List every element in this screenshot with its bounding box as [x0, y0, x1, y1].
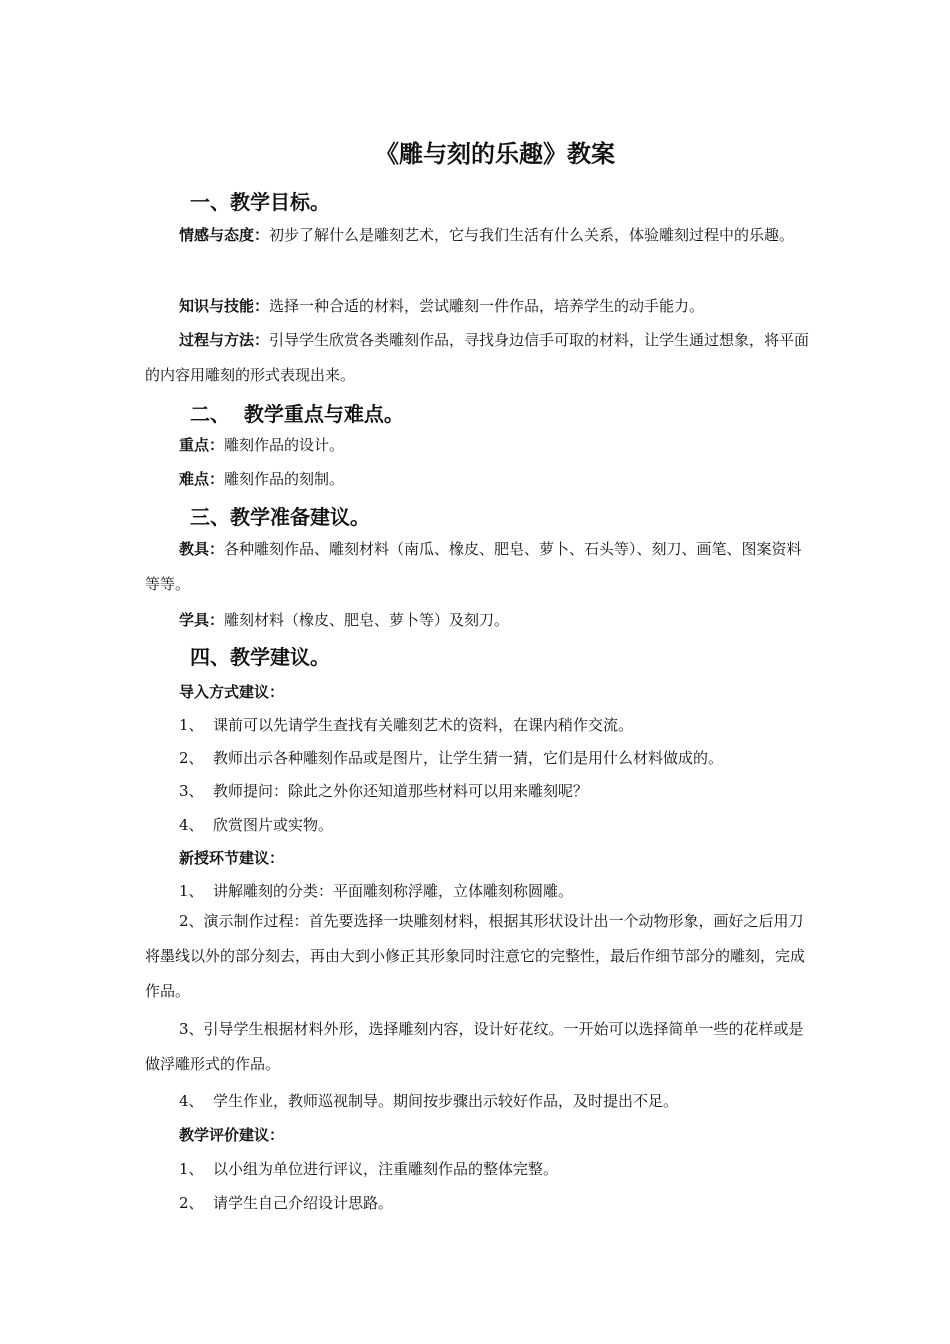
new-lesson-item-num: 1、	[179, 882, 204, 900]
evaluation-item-text: 以小组为单位进行评议，注重雕刻作品的整体完整。	[213, 1160, 559, 1178]
new-lesson-item	[179, 880, 573, 901]
intro-item-text: 教师出示各种雕刻作品或是图片，让学生猜一猜，它们是用什么材料做成的。	[213, 749, 724, 767]
student-tools-text: 雕刻材料（橡皮、肥皂、萝卜等）及刻刀。	[224, 611, 510, 629]
emotion-text: 初步了解什么是雕刻艺术，它与我们生活有什么关系，体验雕刻过程中的乐趣。	[269, 226, 795, 244]
knowledge-paragraph	[145, 289, 810, 324]
emotion-label: 情感与态度：	[179, 226, 270, 244]
intro-item-text: 课前可以先请学生查找有关雕刻艺术的资料，在课内稍作交流。	[213, 716, 634, 734]
process-text: 引导学生欣赏各类雕刻作品，寻找身边信手可取的材料，让学生通过想象，将平面的内容用雕刻的形式表现出来。	[145, 331, 810, 384]
process-paragraph	[145, 323, 810, 393]
student-tools-paragraph	[145, 603, 810, 638]
evaluation-item	[179, 1192, 393, 1213]
intro-title: 导入方式建议：	[179, 683, 285, 701]
intro-item-text: 欣赏图片或实物。	[213, 816, 334, 834]
new-lesson-item-num: 4、	[179, 1092, 204, 1110]
new-lesson-item-3-text: 3、引导学生根据材料外形，选择雕刻内容，设计好花纹。一开始可以选择简单一些的花样或是做浮雕形式的作品。	[145, 1020, 804, 1073]
hard-point-text: 雕刻作品的刻制。	[224, 470, 345, 488]
evaluation-title: 教学评价建议：	[179, 1126, 285, 1144]
evaluation-item-text: 请学生自己介绍设计思路。	[213, 1194, 394, 1212]
key-point-label: 重点：	[179, 436, 225, 454]
intro-item	[179, 714, 633, 735]
new-lesson-item-3	[145, 1012, 810, 1082]
teacher-tools-text: 各种雕刻作品、雕刻材料（南瓜、橡皮、肥皂、萝卜、石头等）、刻刀、画笔、图案资料等等。	[145, 540, 802, 593]
new-lesson-item-2	[145, 904, 810, 1009]
evaluation-item-num: 2、	[179, 1194, 204, 1212]
intro-item-num: 2、	[179, 749, 204, 767]
teacher-tools-paragraph	[145, 532, 810, 602]
section-2-heading: 二、 教学重点与难点。	[190, 402, 404, 426]
teacher-tools-label: 教具：	[179, 540, 225, 558]
new-lesson-item-text: 讲解雕刻的分类：平面雕刻称浮雕，立体雕刻称圆雕。	[213, 882, 574, 900]
document-title: 《雕与刻的乐趣》教案	[375, 140, 615, 168]
key-point-paragraph	[145, 428, 810, 463]
intro-item-text: 教师提问：除此之外你还知道那些材料可以用来雕刻呢？	[213, 782, 589, 800]
section-3-heading: 三、教学准备建议。	[190, 505, 370, 529]
intro-item-num: 3、	[179, 782, 204, 800]
key-point-text: 雕刻作品的设计。	[224, 436, 345, 454]
intro-item	[179, 814, 333, 835]
intro-item	[179, 780, 588, 801]
evaluation-item-num: 1、	[179, 1160, 204, 1178]
new-lesson-item	[179, 1090, 678, 1111]
intro-item	[179, 747, 723, 768]
emotion-paragraph	[145, 218, 810, 253]
process-label: 过程与方法：	[179, 331, 270, 349]
evaluation-item	[179, 1158, 558, 1179]
new-lesson-item-text: 学生作业，教师巡视制导。期间按步骤出示较好作品，及时提出不足。	[213, 1092, 679, 1110]
section-4-heading: 四、教学建议。	[190, 645, 330, 669]
student-tools-label: 学具：	[179, 611, 225, 629]
section-1-heading: 一、教学目标。	[190, 190, 330, 214]
hard-point-label: 难点：	[179, 470, 225, 488]
intro-item-num: 4、	[179, 816, 204, 834]
hard-point-paragraph	[145, 462, 810, 497]
new-lesson-title: 新授环节建议：	[179, 849, 285, 867]
knowledge-text: 选择一种合适的材料，尝试雕刻一件作品，培养学生的动手能力。	[269, 297, 705, 315]
intro-item-num: 1、	[179, 716, 204, 734]
new-lesson-item-2-text: 2、演示制作过程：首先要选择一块雕刻材料，根据其形状设计出一个动物形象，画好之后用刀将墨线以外的部分刻去，再由大到小修正其形象同时注意它的完整性，最后作细节部分的雕刻，完成作品。	[145, 912, 806, 1000]
knowledge-label: 知识与技能：	[179, 297, 270, 315]
